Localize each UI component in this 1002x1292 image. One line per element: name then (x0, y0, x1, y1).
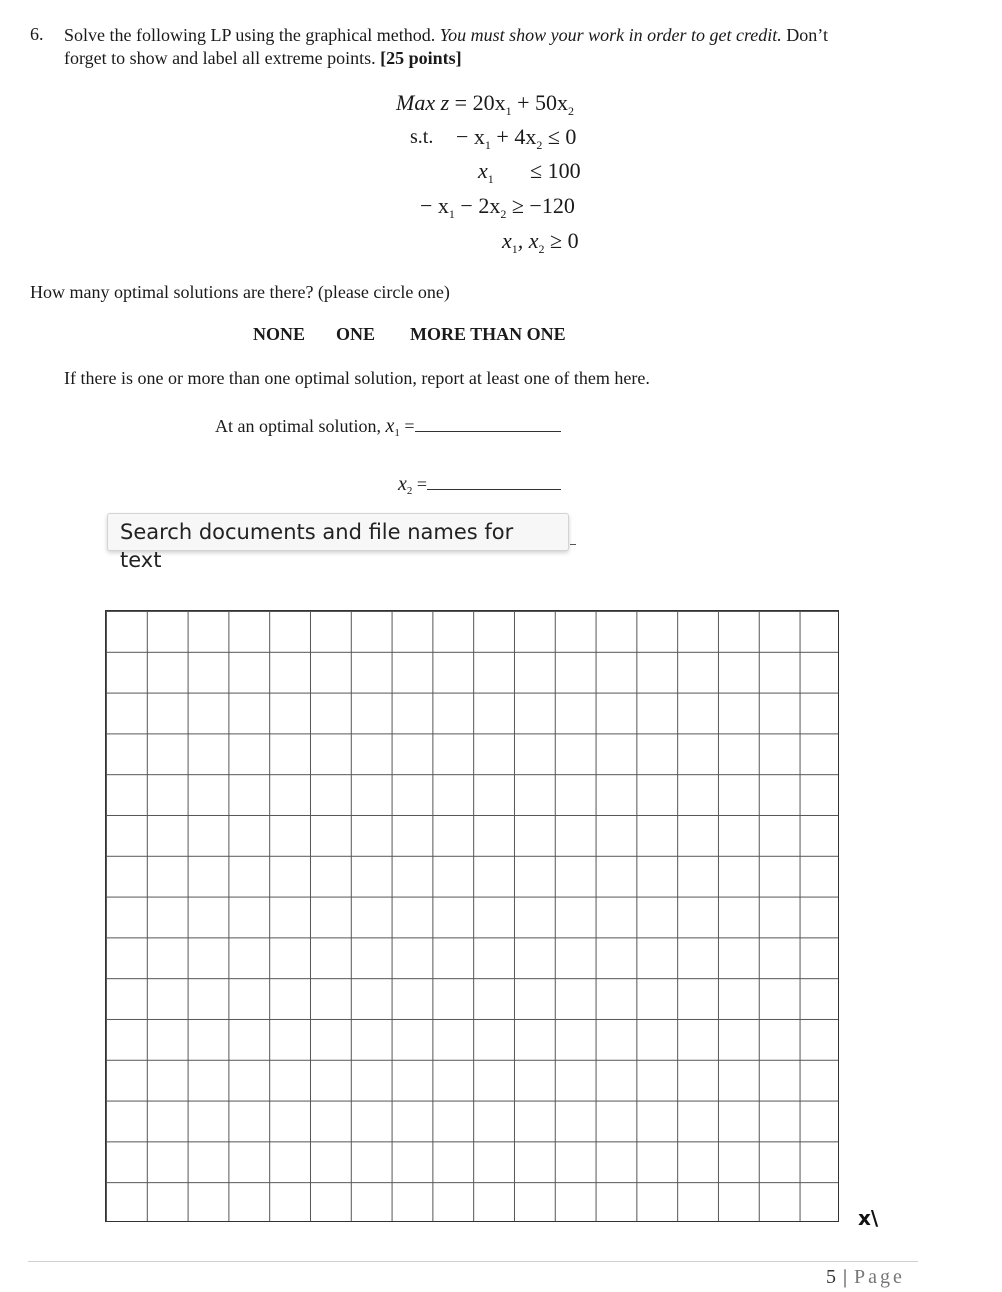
subscript: 1 (487, 172, 494, 186)
constraint-term: x (478, 158, 488, 183)
x2-answer-line (398, 473, 561, 497)
question-text-part: Solve the following LP using the graphical method. (64, 25, 440, 45)
x1-answer-blank[interactable] (415, 415, 561, 432)
answer-variable: x (398, 473, 407, 495)
subscript: 2 (568, 104, 574, 118)
answer-equals: = (412, 474, 428, 494)
constraint-term: x (502, 228, 512, 253)
question-text-part: forget to show and label all extreme points. (64, 48, 381, 68)
search-documents-field[interactable]: Search documents and file names for text (107, 513, 569, 551)
subscript: 1 (484, 138, 491, 152)
constraint-term: − 2x (454, 193, 501, 218)
option-none[interactable]: NONE (253, 324, 306, 344)
subscript: 1 (448, 207, 455, 221)
subscript: 2 (500, 207, 507, 221)
constraint-term: ≤ 0 (542, 124, 577, 149)
subscript: 2 (538, 242, 545, 256)
page-footer (826, 1266, 905, 1289)
constraint-3 (420, 193, 575, 222)
question-emphasis: You must show your work in order to get credit. (439, 25, 782, 45)
footer-divider (28, 1261, 918, 1262)
constraint-term: − x (420, 193, 449, 218)
constraint-2-rhs: ≤ 100 (530, 158, 581, 183)
handwritten-axis-label: x\ (858, 1206, 879, 1230)
optimal-count-question: How many optimal solutions are there? (please circle one) (30, 282, 450, 302)
page-number: 5 (826, 1266, 837, 1288)
constraint-term: + 4x (490, 124, 537, 149)
subscript: 2 (536, 138, 543, 152)
option-more-than-one[interactable]: MORE THAN ONE (410, 324, 566, 344)
subject-to-label: s.t. (410, 126, 434, 148)
objective-label: Max z (396, 90, 450, 115)
nonnegativity-constraint (502, 228, 579, 257)
x1-answer-line (215, 415, 561, 439)
page-label: Page (854, 1266, 905, 1288)
constraint-term: ≥ −120 (506, 193, 575, 218)
question-text (64, 24, 944, 70)
x2-answer-blank[interactable] (427, 473, 561, 490)
answer-equals: = (399, 416, 415, 436)
graph-paper-grid[interactable] (105, 610, 839, 1222)
subscript: 1 (511, 242, 518, 256)
subscript: 1 (394, 427, 400, 439)
objective-function (396, 90, 574, 119)
subscript: 2 (406, 485, 413, 497)
constraint-term: , x (517, 228, 539, 253)
objective-term: = 20x (449, 90, 506, 115)
question-text-part: Don’t (781, 25, 828, 45)
constraint-1 (456, 124, 576, 153)
constraint-term: ≥ 0 (544, 228, 579, 253)
constraint-2-var (478, 158, 494, 187)
constraint-term: − x (456, 124, 485, 149)
option-one[interactable]: ONE (336, 324, 376, 344)
subscript: 1 (505, 104, 512, 118)
answer-variable: x (385, 415, 395, 437)
page-separator: | (837, 1266, 855, 1288)
question-points: [25 points] (380, 48, 462, 68)
text-cursor (570, 530, 576, 545)
objective-term: + 50x (511, 90, 568, 115)
answer-prefix: At an optimal solution, (215, 416, 386, 436)
report-instruction: If there is one or more than one optimal solution, report at least one of them here. (64, 368, 650, 388)
question-number: 6. (30, 24, 44, 44)
